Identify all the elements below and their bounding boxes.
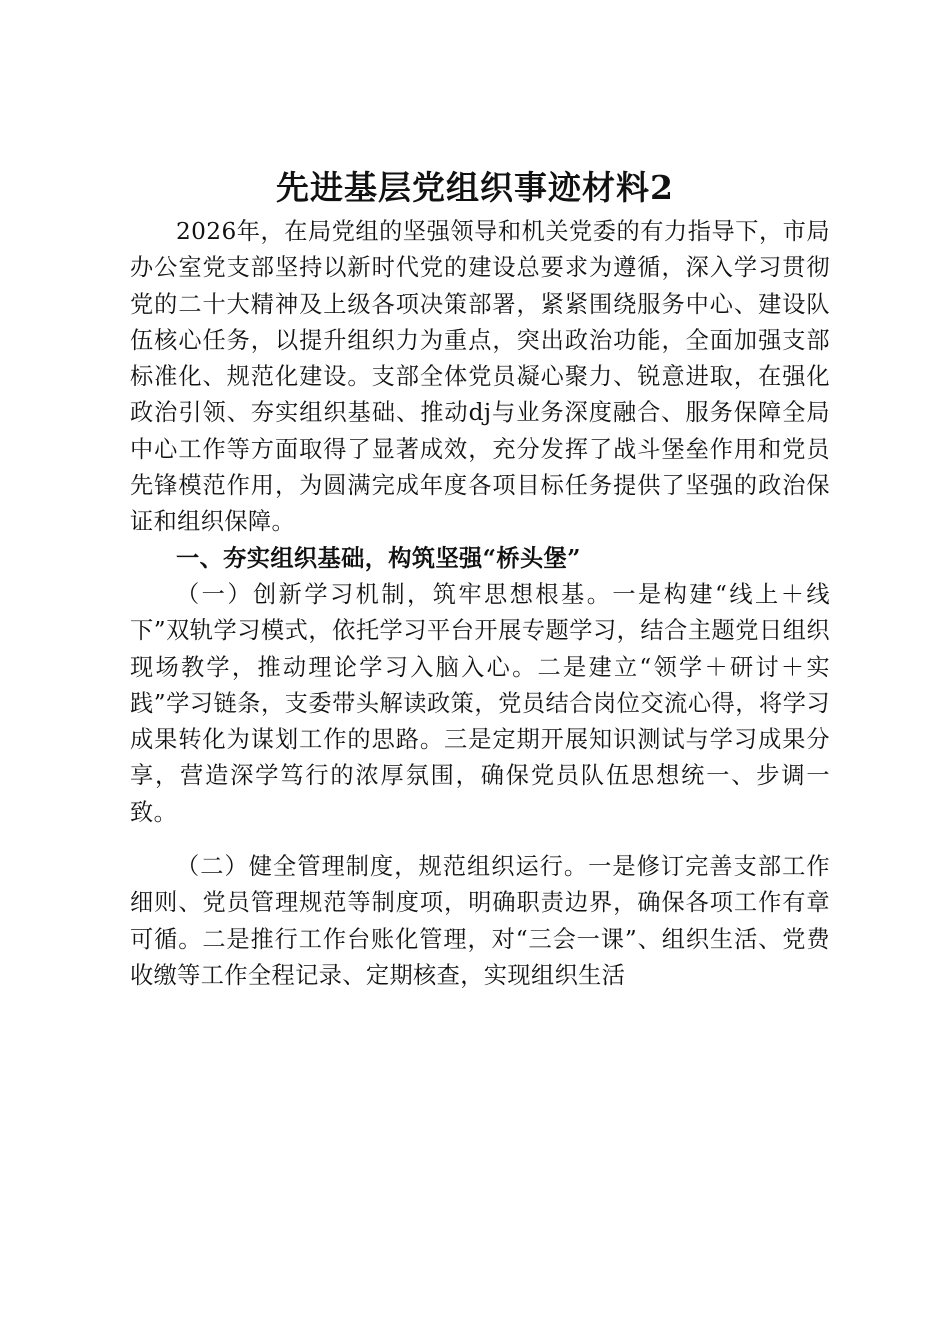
document-body bbox=[130, 214, 830, 994]
document-title: 先进基层党组织事迹材料2 bbox=[276, 168, 674, 207]
body-paragraph: （一）创新学习机制，筑牢思想根基。一是构建“线上＋线下”双轨学习模式，依托学习平台开展专题学习，结合主题党日组织现场教学，推动理论学习入脑入心。二是建立“领学＋研讨＋实践”学习链条，支委带头解读政策，党员结合岗位交流心得，将学习成果转化为谋划工作的思路。三是定期开展知识测试与学习成果分享，营造深学笃行的浓厚氛围，确保党员队伍思想统一、步调一致。 bbox=[130, 580, 830, 826]
section-heading: 一、夯实组织基础，构筑坚强“桥头堡” bbox=[176, 544, 581, 572]
intro-paragraph: 2026年，在局党组的坚强领导和机关党委的有力指导下，市局办公室党支部坚持以新时代党的建设总要求为遵循，深入学习贯彻党的二十大精神及上级各项决策部署，紧紧围绕服务中心、建设队伍核心任务，以提升组织力为重点，突出政治功能，全面加强支部标准化、规范化建设。支部全体党员凝心聚力、锐意进取，在强化政治引领、夯实组织基础、推动dj与业务深度融合、服务保障全局中心工作等方面取得了显著成效，充分发挥了战斗堡垒作用和党员先锋模范作用，为圆满完成年度各项目标任务提供了坚强的政治保证和组织保障。 bbox=[130, 218, 830, 536]
body-paragraph: （二）健全管理制度，规范组织运行。一是修订完善支部工作细则、党员管理规范等制度项，明确职责边界，确保各项工作有章可循。二是推行工作台账化管理，对“三会一课”、组织生活、党费收缴等工作全程记录、定期核查，实现组织生活 bbox=[130, 853, 830, 989]
